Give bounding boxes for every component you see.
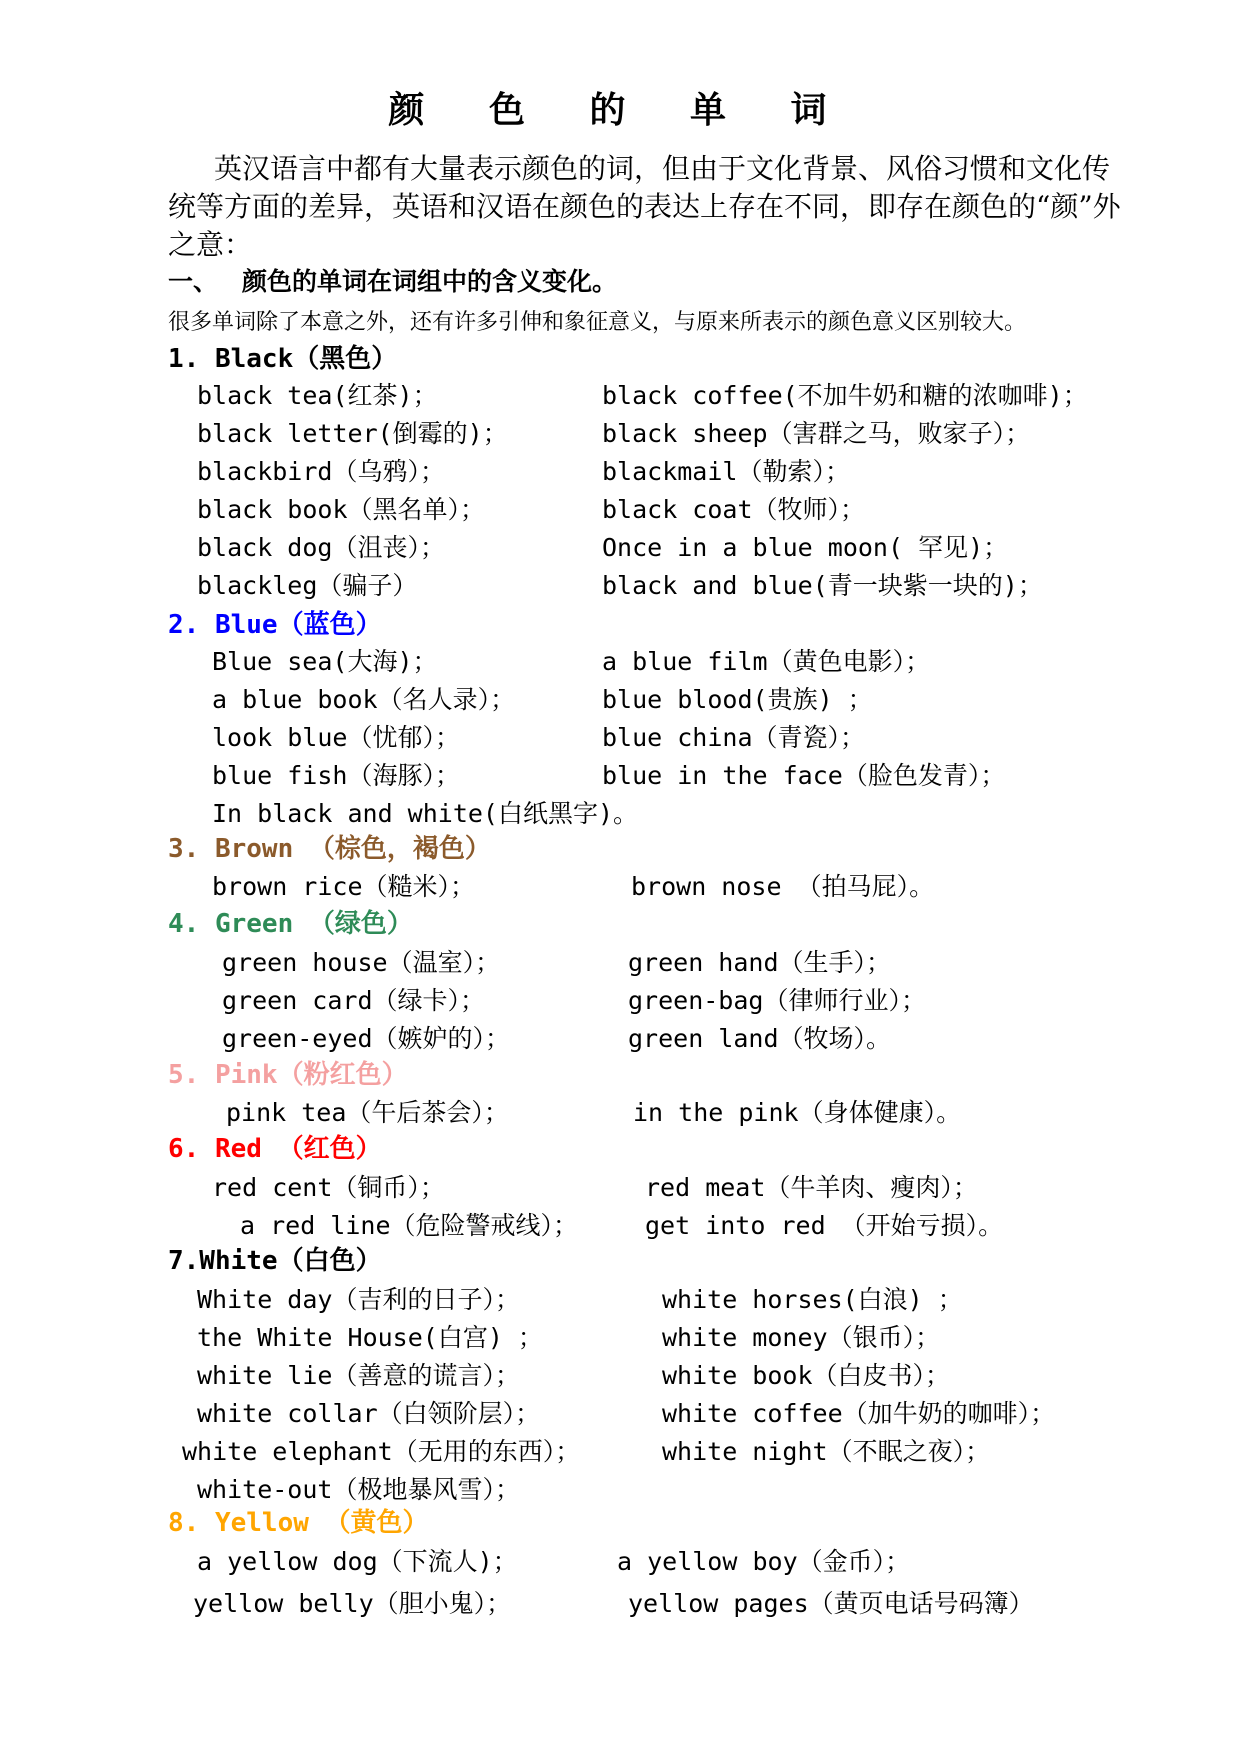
phrase-entry: black and blue(青一块紫一块的)；: [602, 571, 1043, 600]
phrase-entry: blue in the face（脸色发青）；: [602, 761, 1006, 790]
phrase-entry: the White House(白宫) ；: [197, 1323, 543, 1352]
phrase-entry: white collar（白领阶层）；: [197, 1399, 541, 1428]
phrase-entry: green land（牧场）。: [628, 1024, 892, 1053]
phrase-entry: brown nose （拍马屁）。: [631, 872, 935, 901]
phrase-entry: brown rice（糙米）；: [212, 872, 476, 901]
category-heading-white: 7.White（白色）: [168, 1246, 382, 1276]
phrase-entry: a red line（危险警戒线）；: [240, 1211, 579, 1240]
phrase-entry: black dog（沮丧）；: [197, 533, 445, 562]
phrase-entry: White day（吉利的日子）；: [197, 1285, 520, 1314]
phrase-entry: white money（银币）；: [662, 1323, 941, 1352]
category-heading-yellow: 8. Yellow （黄色）: [168, 1508, 429, 1538]
phrase-entry: a yellow boy（金币）；: [617, 1547, 911, 1576]
category-heading-pink: 5. Pink（粉红色）: [168, 1060, 408, 1090]
section-heading: [168, 262, 617, 298]
phrase-entry: pink tea（午后茶会）；: [226, 1098, 509, 1127]
phrase-entry: black book（黑名单）；: [197, 495, 486, 524]
phrase-entry: black coat（牧师）；: [602, 495, 866, 524]
phrase-entry: yellow belly（胆小鬼）；: [193, 1589, 512, 1618]
section-title: 颜色的单词在词组中的含义变化。: [242, 267, 618, 296]
phrase-entry: white horses(白浪) ；: [662, 1285, 963, 1314]
phrase-entry: red cent（铜币）；: [212, 1173, 445, 1202]
phrase-entry: white lie（善意的谎言）；: [197, 1361, 520, 1390]
phrase-entry: green house（温室）；: [222, 948, 501, 977]
phrase-entry: black tea(红茶)；: [197, 381, 438, 410]
phrase-entry: blue blood(贵族) ；: [602, 685, 873, 714]
page-title: 颜 色 的 单 词: [388, 90, 853, 131]
phrase-entry: blackleg（骗子）: [197, 571, 418, 600]
intro-paragraph: [168, 150, 1128, 264]
category-heading-blue: 2. Blue（蓝色）: [168, 610, 382, 640]
phrase-entry: blue fish（海豚）；: [212, 761, 460, 790]
phrase-entry: a blue book（名人录）；: [212, 685, 516, 714]
phrase-entry: black letter(倒霉的)；: [197, 419, 508, 448]
phrase-entry: a yellow dog（下流人)；: [197, 1547, 518, 1576]
phrase-entry: white coffee（加牛奶的咖啡）；: [662, 1399, 1056, 1428]
category-heading-brown: 3. Brown （棕色，褐色）: [168, 834, 491, 864]
phrase-entry: red meat（牛羊肉、瘦肉）；: [645, 1173, 978, 1202]
intro-text: 英汉语言中都有大量表示颜色的词，但由于文化背景、风俗习惯和文化传统等方面的差异，英语和汉语在颜色的表达上存在不同，即存在颜色的“颜”外之意：: [168, 152, 1121, 261]
phrase-entry: white-out（极地暴风雪）；: [197, 1475, 520, 1504]
phrase-entry: In black and white(白纸黑字)。: [212, 799, 639, 828]
phrase-entry: black coffee(不加牛奶和糖的浓咖啡)；: [602, 381, 1088, 410]
phrase-entry: green card（绿卡）；: [222, 986, 486, 1015]
phrase-entry: in the pink（身体健康）。: [633, 1098, 962, 1127]
phrase-entry: Blue sea(大海)；: [212, 647, 438, 676]
phrase-entry: blackmail（勒索）；: [602, 457, 850, 486]
phrase-entry: blackbird（乌鸦）；: [197, 457, 445, 486]
phrase-entry: Once in a blue moon( 罕见)；: [602, 533, 1009, 562]
phrase-entry: green-bag（律师行业）；: [628, 986, 926, 1015]
phrase-entry: look blue（忧郁）；: [212, 723, 460, 752]
phrase-entry: green-eyed（嫉妒的）；: [222, 1024, 511, 1053]
phrase-entry: yellow pages（黄页电话号码簿）: [628, 1589, 1034, 1618]
phrase-entry: blue china（青瓷）；: [602, 723, 866, 752]
section-number: 一、: [168, 267, 219, 296]
category-heading-green: 4. Green （绿色）: [168, 909, 413, 939]
phrase-entry: black sheep（害群之马，败家子）；: [602, 419, 1031, 448]
phrase-entry: white night（不眠之夜）；: [662, 1437, 991, 1466]
phrase-entry: green hand（生手）；: [628, 948, 892, 977]
section-description: 很多单词除了本意之外，还有许多引伸和象征意义，与原来所表示的颜色意义区别较大。: [168, 310, 1027, 335]
phrase-entry: a blue film（黄色电影）；: [602, 647, 931, 676]
phrase-entry: get into red （开始亏损）。: [645, 1211, 1004, 1240]
phrase-entry: white book（白皮书）；: [662, 1361, 951, 1390]
category-heading-black: 1. Black（黑色）: [168, 344, 398, 374]
phrase-entry: white elephant（无用的东西）；: [182, 1437, 581, 1466]
category-heading-red: 6. Red （红色）: [168, 1134, 382, 1164]
